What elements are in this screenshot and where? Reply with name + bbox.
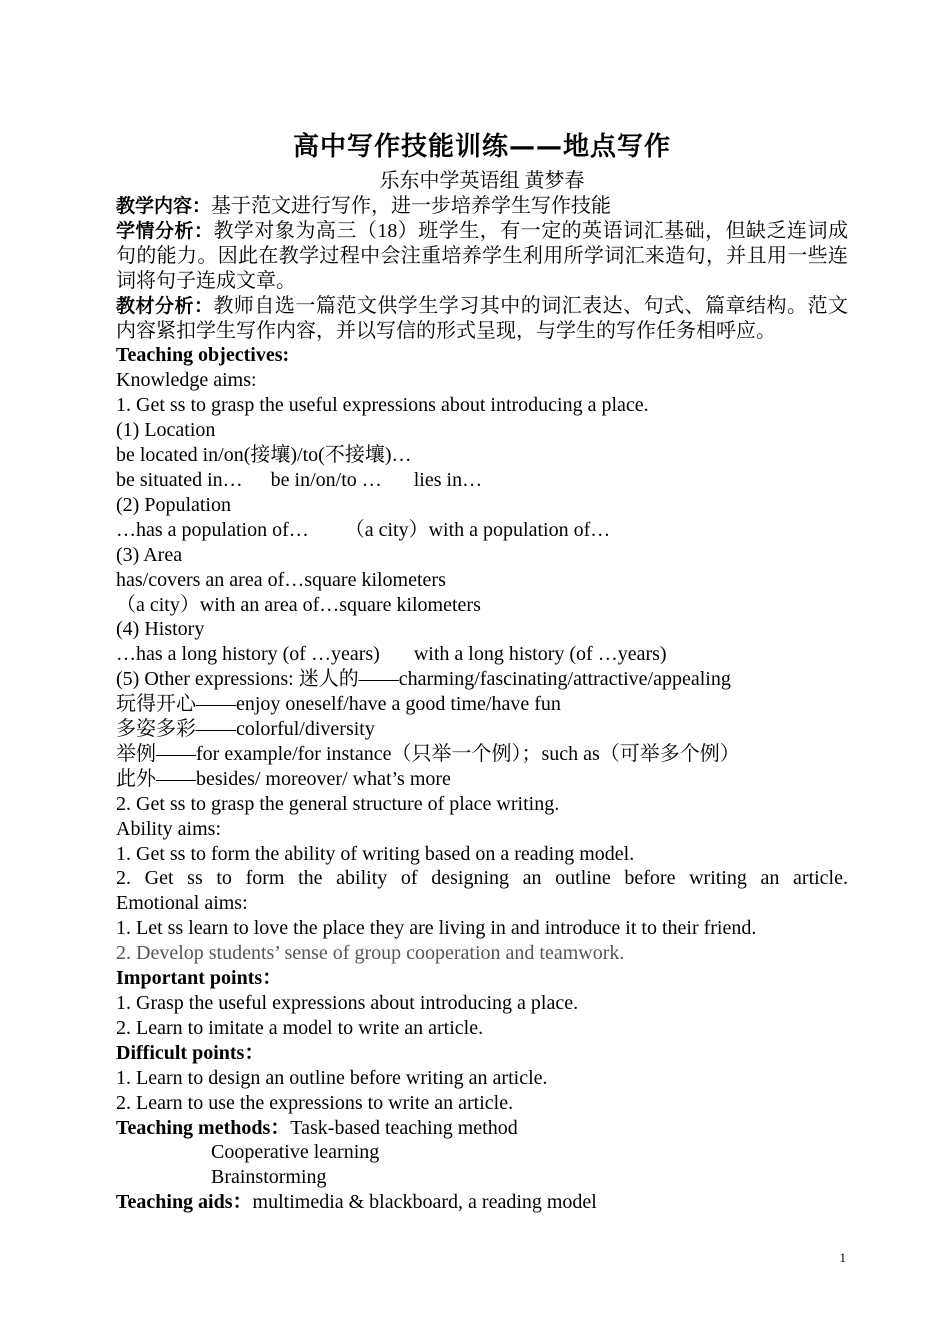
population-heading: (2) Population [116,493,231,516]
other-expressions-line-5: 此外——besides/ moreover/ what’s more [116,767,451,790]
methods-line [116,1116,848,1141]
methods-label: Teaching methods： [116,1116,291,1139]
content-label: 教学内容： [116,195,212,217]
population-expr-b: （a city）with a population of… [344,518,611,541]
history-expr-a: …has a long history (of …years) [116,643,380,666]
method-3: Brainstorming [211,1166,327,1189]
knowledge-item-1: 1. Get ss to grasp the useful expressions about introducing a place. [116,394,649,417]
other-expressions-line-1: (5) Other expressions: 迷人的——charming/fascinating/attractive/appealing [116,668,731,691]
history-expr-b: with a long history (of …years) [413,643,667,666]
difficult-item-1: 1. Learn to design an outline before writing an article. [116,1066,548,1089]
material-label: 教材分析： [116,294,214,317]
important-heading: Important points： [116,967,283,990]
other-expressions-line-3: 多姿多彩——colorful/diversity [116,718,375,741]
analysis-paragraph [116,219,848,294]
history-line [116,642,848,667]
emotional-item-1: 1. Let ss learn to love the place they are living in and introduce it to their friend. [116,917,757,940]
document-title: 高中写作技能训练——地点写作 [292,132,671,162]
history-heading: (4) History [116,618,205,641]
population-expr-a: …has a population of… [116,518,309,541]
aids-label: Teaching aids： [116,1191,253,1214]
location-line-2 [116,468,848,493]
other-expressions-line-2: 玩得开心——enjoy oneself/have a good time/have fun [116,693,561,716]
analysis-text: 教学对象为高三（18）班学生，有一定的英语词汇基础，但缺乏连词成句的能力。因此在教学过程中会注重培养学生利用所学词汇来造句，并且用一些连词将句子连成文章。 [116,219,848,292]
material-paragraph [116,294,848,344]
analysis-label: 学情分析： [116,219,214,242]
area-line-1: has/covers an area of…square kilometers [116,568,446,591]
difficult-item-2: 2. Learn to use the expressions to write an article. [116,1091,514,1114]
method-2: Cooperative learning [211,1141,380,1164]
ability-item-1: 1. Get ss to form the ability of writing based on a reading model. [116,842,635,865]
page-number: 1 [839,1250,846,1265]
aids-line [116,1190,848,1215]
difficult-heading: Difficult points： [116,1041,265,1064]
material-text: 教师自选一篇范文供学生学习其中的词汇表达、句式、篇章结构。范文内容紧扣学生写作内容，并以写信的形式呈现，与学生的写作任务相呼应。 [116,294,848,342]
document-page [116,128,848,1215]
knowledge-heading: Knowledge aims: [116,369,257,392]
location-expr-a: be situated in… [116,468,243,491]
ability-item-2: 2. Get ss to form the ability of designing an outline before writing an article. [116,867,848,890]
area-line-2: （a city）with an area of…square kilometers [116,593,481,616]
content-paragraph [116,194,848,219]
location-expr-c: lies in… [413,468,483,491]
author-line: 乐东中学英语组 黄梦春 [379,170,585,192]
population-line [116,518,848,543]
other-expressions-line-4: 举例——for example/for instance（只举一个例）；such as（可举多个例） [116,742,740,765]
aids-text: multimedia & blackboard, a reading model [252,1191,597,1214]
emotional-heading: Emotional aims: [116,892,248,915]
location-line-1: be located in/on(接壤)/to(不接壤)… [116,444,412,467]
ability-heading: Ability aims: [116,817,221,840]
location-heading: (1) Location [116,419,216,442]
objectives-heading: Teaching objectives: [116,344,290,367]
content-text: 基于范文进行写作，进一步培养学生写作技能 [211,195,612,217]
knowledge-item-2: 2. Get ss to grasp the general structure of place writing. [116,792,560,815]
location-expr-b: be in/on/to … [270,468,382,491]
method-1: Task-based teaching method [290,1116,518,1139]
emotional-item-2: 2. Develop students’ sense of group cooperation and teamwork. [116,942,625,965]
area-heading: (3) Area [116,543,183,566]
important-item-1: 1. Grasp the useful expressions about introducing a place. [116,992,579,1014]
important-item-2: 2. Learn to imitate a model to write an article. [116,1016,484,1039]
